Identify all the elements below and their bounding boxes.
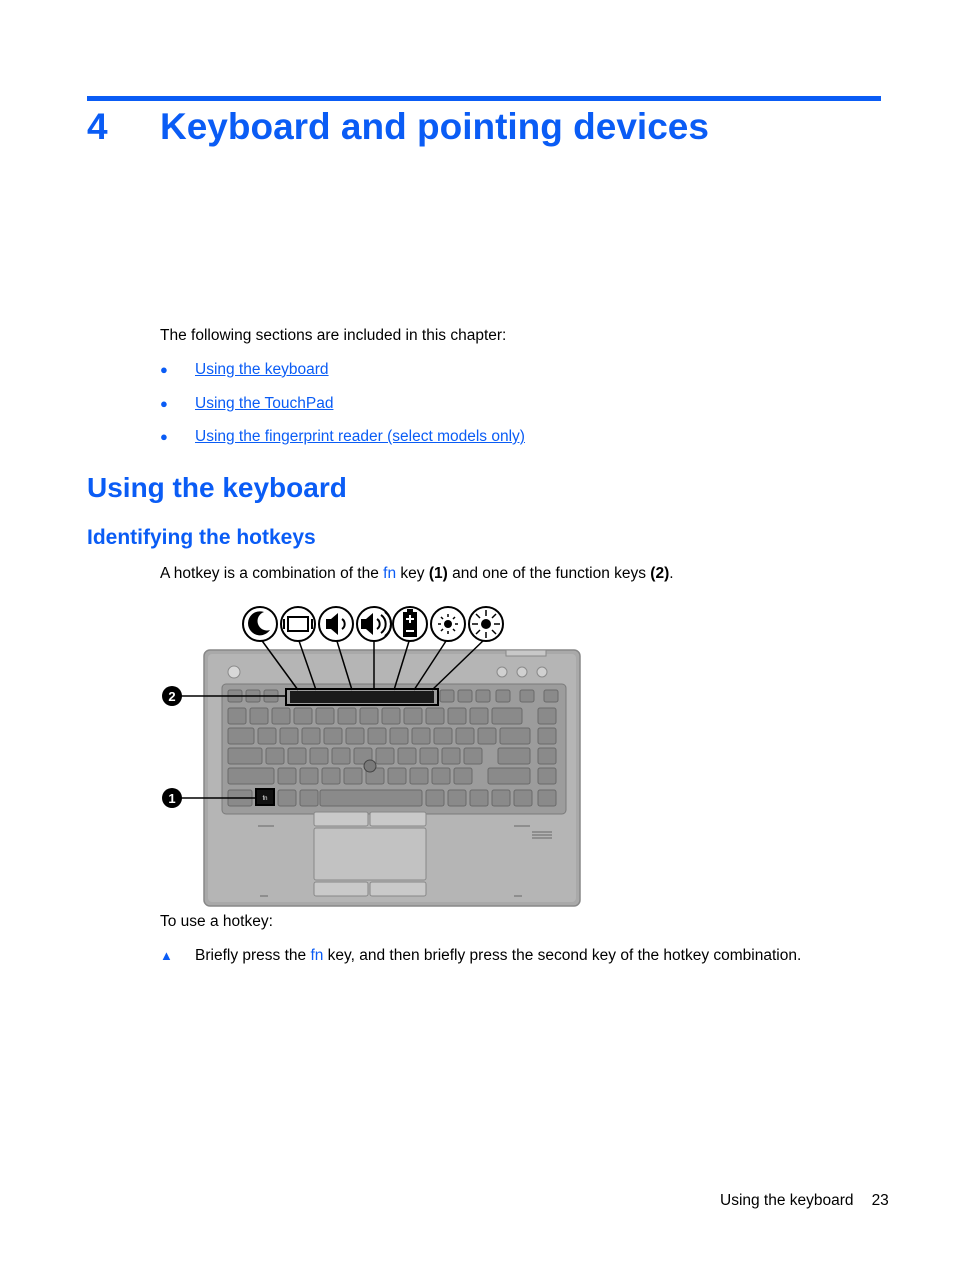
keyboard-illustration — [150, 600, 590, 910]
keyboard-key — [258, 728, 276, 744]
keyboard-key — [338, 708, 356, 724]
page-number: 23 — [871, 1192, 889, 1209]
keyboard-key — [492, 790, 510, 806]
keyboard-key — [426, 790, 444, 806]
keyboard-key — [514, 790, 532, 806]
keyboard-key — [538, 790, 556, 806]
para-text: A hotkey is a combination of the — [160, 565, 384, 582]
keyboard-key — [344, 768, 362, 784]
keyboard-key — [300, 790, 318, 806]
keyboard-key — [228, 748, 262, 764]
keyboard-key — [478, 728, 496, 744]
keyboard-key — [426, 708, 444, 724]
keyboard-key — [476, 690, 490, 702]
brightness-down-icon — [431, 607, 465, 641]
hotkey-description — [160, 565, 674, 583]
keyboard-key — [538, 768, 556, 784]
para-text: . — [669, 565, 674, 582]
step-text: Briefly press the — [195, 947, 311, 964]
footer-section: Using the keyboard — [720, 1192, 854, 1209]
keyboard-key — [412, 728, 430, 744]
keyboard-key — [294, 708, 312, 724]
callout-1 — [162, 788, 182, 808]
volume-down-icon — [319, 607, 353, 641]
para-text: and one of the function keys — [447, 565, 651, 582]
keyboard-key — [250, 708, 268, 724]
callout-ref-1: (1) — [428, 565, 448, 582]
volume-up-icon — [357, 607, 391, 641]
keyboard-key — [492, 708, 522, 724]
keyboard-key — [454, 768, 472, 784]
callout-ref-2: (2) — [650, 565, 670, 582]
keyboard-key — [420, 748, 438, 764]
chapter-rule — [87, 96, 881, 101]
keyboard-key — [272, 708, 290, 724]
to-use-label: To use a hotkey: — [160, 913, 273, 930]
keyboard-key — [488, 768, 530, 784]
step-marker-icon: ▲ — [160, 948, 173, 963]
keyboard-key — [538, 748, 556, 764]
keyboard-key — [440, 690, 454, 702]
chapter-title — [87, 106, 709, 148]
keyboard-key — [302, 728, 320, 744]
keyboard-key — [442, 748, 460, 764]
fn-key-term: fn — [310, 947, 324, 964]
step-instruction — [160, 947, 801, 965]
keyboard-key — [382, 708, 400, 724]
keyboard-key — [404, 708, 422, 724]
keyboard-key — [280, 728, 298, 744]
pointing-stick — [364, 760, 376, 772]
keyboard-key — [538, 728, 556, 744]
bullet-icon: ● — [160, 362, 168, 377]
keyboard-key — [332, 748, 350, 764]
chapter-number: 4 — [87, 106, 108, 147]
keyboard-key — [228, 728, 254, 744]
keyboard-key — [266, 748, 284, 764]
keyboard-key — [470, 708, 488, 724]
keyboard-key — [544, 690, 558, 702]
bullet-icon: ● — [160, 429, 168, 444]
keyboard-key — [398, 748, 416, 764]
link-using-the-keyboard[interactable]: Using the keyboard — [195, 361, 329, 378]
chapter-title-text: Keyboard and pointing devices — [160, 106, 709, 147]
battery-icon — [393, 607, 427, 641]
intro-text: The following sections are included in this chapter: — [160, 327, 507, 344]
keyboard-key — [316, 708, 334, 724]
keyboard-key — [300, 768, 318, 784]
keyboard-key — [538, 708, 556, 724]
keyboard-key — [278, 790, 296, 806]
keyboard-key — [458, 690, 472, 702]
fn-key-label: fn — [262, 796, 268, 802]
keyboard-key — [496, 690, 510, 702]
keyboard-key — [228, 708, 246, 724]
keyboard-key — [498, 748, 530, 764]
keyboard-key — [470, 790, 488, 806]
keyboard-key — [448, 790, 466, 806]
keyboard-key — [288, 748, 306, 764]
keyboard-key — [278, 768, 296, 784]
sleep-icon — [243, 607, 277, 641]
keyboard-key — [434, 728, 452, 744]
keyboard-figure — [150, 600, 590, 910]
keyboard-key — [310, 748, 328, 764]
keyboard-key — [360, 708, 378, 724]
bullet-icon: ● — [160, 395, 168, 411]
callout-number: 2 — [168, 689, 176, 704]
keyboard-key — [228, 768, 274, 784]
keyboard-key — [320, 790, 422, 806]
keyboard-key — [410, 768, 428, 784]
link-using-the-touchpad[interactable]: Using the TouchPad — [195, 394, 334, 412]
brightness-up-icon — [469, 607, 503, 641]
keyboard-key — [456, 728, 474, 744]
function-keys-strip — [290, 691, 434, 703]
display-switch-icon — [281, 607, 315, 641]
touchpad — [314, 812, 426, 896]
link-using-the-fingerprint-reader[interactable]: Using the fingerprint reader (select models only) — [195, 428, 525, 445]
keyboard-key — [324, 728, 342, 744]
callout-2 — [162, 686, 182, 706]
keyboard-key — [500, 728, 530, 744]
keyboard-key — [390, 728, 408, 744]
keyboard-key — [432, 768, 450, 784]
keyboard-key — [368, 728, 386, 744]
keyboard-key — [448, 708, 466, 724]
keyboard-key — [346, 728, 364, 744]
page-footer — [720, 1192, 889, 1210]
section-heading: Using the keyboard — [87, 472, 347, 503]
keyboard-key — [388, 768, 406, 784]
keyboard-key — [376, 748, 394, 764]
para-text: key — [396, 565, 429, 582]
step-text: key, and then briefly press the second key of the hotkey combination. — [323, 947, 802, 964]
keyboard-key — [322, 768, 340, 784]
fn-key-term: fn — [383, 565, 397, 582]
keyboard-key — [520, 690, 534, 702]
keyboard-key — [464, 748, 482, 764]
subsection-heading: Identifying the hotkeys — [87, 526, 316, 549]
callout-number: 1 — [168, 791, 176, 806]
